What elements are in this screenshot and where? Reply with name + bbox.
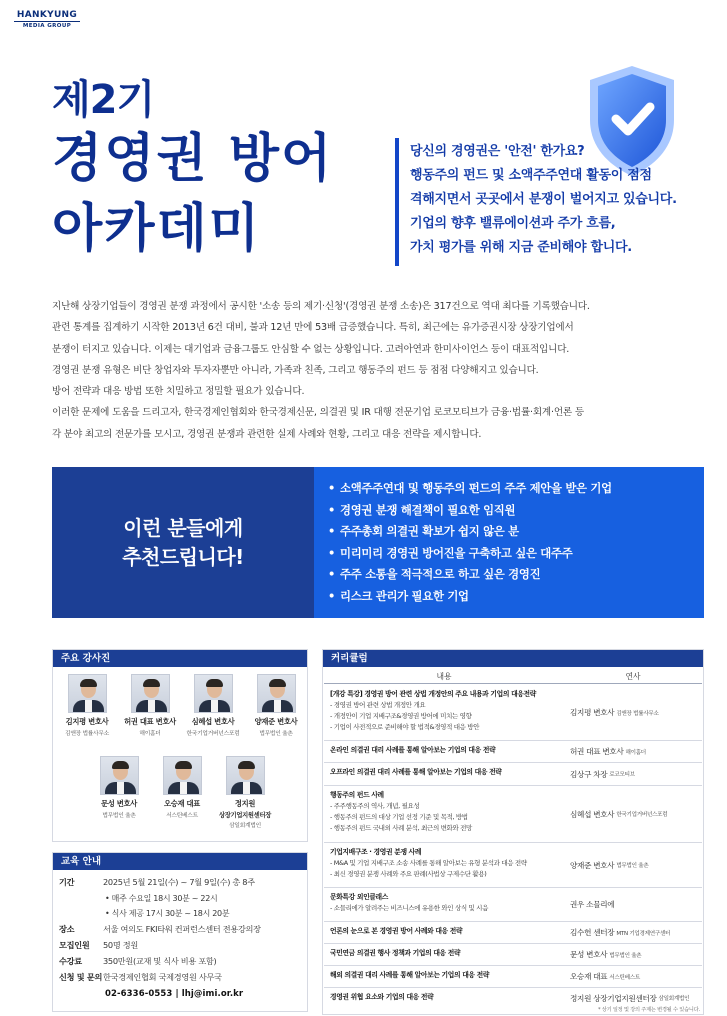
- intro-line: 경영권 분쟁 유형은 비단 창업자와 투자자뿐만 아니라, 가족과 친족, 그리고 행동주의 펀드 등 점점 다양해지고 있습니다.: [52, 364, 539, 376]
- speaker-org: 김앤장 법률사무소: [616, 710, 659, 717]
- speaker-photo: [131, 674, 170, 713]
- speaker-name: 김지평 변호사: [65, 717, 109, 726]
- info-row-capacity: [59, 940, 138, 951]
- speaker-name: 오승재 대표: [164, 799, 200, 808]
- brand-line2: MEDIA GROUP: [14, 21, 80, 29]
- speaker-affiliation: 한국기업거버넌스포럼: [186, 731, 240, 737]
- session-speaker: 양재준 변호사 법무법인 율촌: [570, 860, 649, 870]
- period-note: • 식사 제공 17시 30분 ~ 18시 20분: [105, 909, 230, 918]
- intro-line: 각 분야 최고의 전문가를 모시고, 경영권 분쟁과 관련한 실제 사례와 현황, 그리고 대응 전략을 제시합니다.: [52, 428, 482, 440]
- speaker-affiliation: 상장기업지원센터장: [218, 812, 272, 819]
- recommend-item: • 경영권 분쟁 해결책이 필요한 임직원: [328, 500, 704, 522]
- session-detail: - 경영권 방어 관련 상법 개정안 개요: [330, 701, 426, 709]
- subtitle-accent-bar: [395, 138, 399, 266]
- speaker-affiliation: 해이홈더: [139, 731, 161, 737]
- curriculum-row: [324, 763, 702, 786]
- bullet-icon: •: [328, 567, 335, 582]
- speaker-name: 문성 변호사: [101, 799, 137, 808]
- bullet-icon: •: [328, 481, 335, 495]
- recommend-item: • 소액주주연대 및 행동주의 펀드의 주주 제안을 받은 기업: [328, 478, 704, 500]
- subtitle-line: 가치 평가를 위해 지금 준비해야 합니다.: [410, 240, 632, 255]
- session-title: [개강 특강] 경영권 방어 관련 상법 개정안의 주요 내용과 기업의 대응전략: [330, 690, 536, 698]
- capacity-value: 50명 정원: [103, 940, 138, 950]
- curriculum-row: [324, 944, 702, 966]
- title-line2: 아카데미: [52, 199, 261, 259]
- session-speaker: 오승재 대표 서스틴베스트: [570, 972, 640, 981]
- contact-value: 한국경제인협회 국제경영원 사무국: [103, 972, 222, 982]
- hero-subtitle: [410, 140, 722, 260]
- period-value: 2025년 5월 21일(수) ~ 7월 9일(수) 총 8주: [103, 877, 255, 887]
- session-detail: - M&A 및 기업 지배구조 소송 사례를 통해 알아보는 유형 분석과 대응 전략: [330, 859, 527, 867]
- recommend-heading: [122, 514, 244, 572]
- speaker-photo: [226, 756, 265, 795]
- speaker-photo: [163, 756, 202, 795]
- recommend-heading-line1: 이런 분들에게: [123, 515, 243, 540]
- venue-value: 서울 여의도 FKI타워 컨퍼런스센터 전용강의장: [103, 924, 261, 934]
- speaker-card: [87, 756, 151, 819]
- info-panel: [52, 852, 308, 1012]
- speaker-org: 해이홈더: [625, 749, 646, 756]
- curriculum-row: [324, 843, 702, 888]
- session-title: 해외 의결권 대리 사례를 통해 알아보는 기업의 대응 전략: [330, 971, 490, 979]
- session-title: 기업지배구조 · 경영권 분쟁 사례: [330, 848, 422, 856]
- session-speaker: 정지원 상장기업지원센터장 삼일회계법인: [570, 993, 690, 1003]
- bullet-icon: •: [328, 588, 335, 603]
- session-detail: - 행동주의 펀드의 대상 기업 선정 기준 및 목적, 방법: [330, 813, 468, 821]
- speaker-photo: [194, 674, 233, 713]
- session-title: 경영권 위협 요소와 기업의 대응 전략: [330, 993, 434, 1001]
- curriculum-row: [324, 988, 702, 1008]
- info-row-fee: [59, 956, 216, 967]
- speakers-panel: [52, 649, 308, 842]
- speaker-name: 정지원: [234, 799, 256, 808]
- session-title: 국민연금 의결권 행사 정책과 기업의 대응 전략: [330, 949, 461, 957]
- info-row-venue: [59, 924, 261, 935]
- speaker-photo: [68, 674, 107, 713]
- brand-line1: HANKYUNG: [16, 10, 78, 20]
- speaker-org: 서스틴베스트: [609, 974, 640, 981]
- speaker-affiliation: 서스틴베스트: [166, 813, 198, 819]
- column-speaker: 연사: [625, 672, 641, 681]
- intro-line: 분쟁이 터지고 있습니다. 이제는 대기업과 금융그룹도 안심할 수 없는 상황입니다. 고려아연과 한미사이언스 등이 대표적입니다.: [52, 343, 570, 355]
- speaker-photo: [100, 756, 139, 795]
- session-speaker: 김상구 차장 로코모티브: [570, 769, 635, 779]
- period-note: • 매주 수요일 18시 30분 ~ 22시: [105, 894, 218, 903]
- speaker-card: [55, 674, 119, 737]
- speakers-heading: 주요 강사진: [53, 650, 307, 667]
- curriculum-footnote: * 상기 일정 및 강의 주제는 변경될 수 있습니다.: [597, 1007, 700, 1013]
- contact-detail[interactable]: 02-6336-0553 | lhj@imi.or.kr: [105, 989, 244, 999]
- subtitle-line: 기업의 향후 밸류에이션과 주가 흐름,: [410, 216, 616, 231]
- info-row-contact: [59, 972, 222, 983]
- session-speaker: 허권 대표 변호사 해이홈더: [570, 747, 646, 756]
- info-heading: 교육 안내: [53, 853, 307, 870]
- session-title: 오프라인 의결권 대리 사례를 통해 알아보는 기업의 대응 전략: [330, 768, 502, 776]
- fee-value: 350만원(교재 및 식사 비용 포함): [103, 956, 217, 966]
- speaker-affiliation: 김앤장 법률사무소: [65, 731, 109, 737]
- speaker-name: 양재준 변호사: [254, 717, 298, 726]
- info-row-period: [59, 877, 255, 888]
- session-speaker: 김지평 변호사 김앤장 법률사무소: [570, 708, 659, 717]
- column-content: 내용: [436, 672, 452, 681]
- curriculum-row: [324, 966, 702, 988]
- recommend-list: [314, 467, 704, 618]
- curriculum-row: [324, 741, 702, 763]
- speaker-affiliation: 법무법인 율촌: [102, 813, 136, 819]
- speaker-org: 삼일회계법인: [658, 996, 690, 1002]
- speaker-org: 로코모티브: [609, 772, 635, 778]
- session-speaker: 권우 소믈리에: [570, 900, 615, 909]
- bullet-icon: •: [328, 502, 335, 517]
- speaker-org: MTN 기업경제연구센터: [616, 930, 671, 937]
- session-speaker: 문성 변호사 법무법인 율촌: [570, 950, 642, 959]
- session-detail: - 주주행동주의 역사, 개념, 필요성: [330, 802, 420, 810]
- speaker-org: 한국기업거버넌스포럼: [616, 812, 668, 818]
- curriculum-panel: [322, 649, 704, 1015]
- subtitle-line: 행동주의 펀드 및 소액주주연대 활동이 점점: [410, 168, 652, 183]
- edition-label: 제2기: [52, 77, 155, 123]
- recommend-item: • 주주총회 의결권 확보가 쉽지 않은 분: [328, 521, 704, 543]
- recommend-item: • 미리미리 경영권 방어진을 구축하고 싶은 대주주: [328, 543, 704, 565]
- venue-label: 장소: [59, 924, 75, 934]
- period-label: 기간: [59, 877, 75, 887]
- session-detail: - 최신 경영권 분쟁 사례와 주요 판례(사법상 구제수단 활용): [330, 870, 487, 878]
- subtitle-line: 격해지면서 곳곳에서 분쟁이 벌어지고 있습니다.: [410, 192, 677, 207]
- bullet-icon: •: [328, 545, 335, 560]
- session-detail: - 소믈리에가 알려주는 비즈니스에 유용한 와인 상식 및 시음: [330, 904, 489, 912]
- session-title: 언론의 눈으로 본 경영권 방어 사례와 대응 전략: [330, 927, 463, 935]
- recommend-item: • 리스크 관리가 필요한 기업: [328, 586, 704, 608]
- recommend-heading-line2: 추천드립니다!: [122, 544, 244, 569]
- recommend-item: • 주주 소통을 적극적으로 하고 싶은 경영진: [328, 564, 704, 586]
- session-title: 행동주의 펀드 사례: [330, 791, 384, 799]
- session-speaker: 심혜섭 변호사 한국기업거버넌스포럼: [570, 809, 668, 819]
- curriculum-row: [324, 685, 702, 741]
- session-title: 문화특강 외인클래스: [330, 893, 388, 901]
- intro-line: 관련 통계를 집계하기 시작한 2013년 6건 대비, 불과 12년 만에 53배 급증했습니다. 특히, 최근에는 유가증권시장 상장기업에서: [52, 322, 574, 334]
- fee-label: 수강료: [59, 956, 82, 966]
- session-speaker: 김수헌 센터장 MTN 기업경제연구센터: [570, 928, 671, 937]
- speaker-affiliation-org: 삼일회계법인: [229, 823, 261, 829]
- speaker-name: 허권 대표 변호사: [124, 717, 176, 726]
- capacity-label: 모집인원: [59, 940, 90, 950]
- speaker-photo: [257, 674, 296, 713]
- bullet-icon: •: [328, 524, 335, 539]
- title-line1: 경영권 방어: [52, 129, 334, 189]
- session-detail: - 행동주의 펀드 국내외 사례 분석, 최근의 변화와 전망: [330, 824, 472, 832]
- subtitle-line: 당신의 경영권은 '안전' 한가요?: [410, 144, 585, 159]
- speaker-card: [150, 756, 214, 819]
- speaker-card: [118, 674, 182, 737]
- curriculum-heading: 커리큘럼: [323, 650, 703, 667]
- hero-title: [52, 78, 333, 262]
- intro-text: [52, 296, 692, 445]
- speaker-card: [213, 756, 277, 829]
- recommend-box: [52, 467, 704, 618]
- session-detail: - 개정안이 기업 지배구조&경영권 방어에 미치는 영향: [330, 712, 472, 720]
- contact-label: 신청 및 문의: [59, 972, 103, 982]
- recommend-heading-panel: [52, 467, 314, 618]
- speaker-card: [244, 674, 308, 737]
- speaker-affiliation: 법무법인 율촌: [259, 731, 293, 737]
- brand-logo: [14, 10, 80, 29]
- curriculum-header-row: [324, 668, 702, 684]
- session-title: 온라인 의결권 대리 사례를 통해 알아보는 기업의 대응 전략: [330, 746, 496, 754]
- intro-line: 방어 전략과 대응 방법 또한 치밀하고 정밀할 필요가 있습니다.: [52, 386, 305, 398]
- speaker-org: 법무법인 율촌: [616, 863, 649, 869]
- speaker-card: [181, 674, 245, 737]
- intro-line: 이러한 문제에 도움을 드리고자, 한국경제인협회와 한국경제신문, 의결권 및 IR 대행 전문기업 로코모티브가 금융·법률·회계·언론 등: [52, 407, 584, 419]
- curriculum-row: [324, 786, 702, 843]
- curriculum-row: [324, 922, 702, 944]
- speaker-name: 심혜섭 변호사: [191, 717, 235, 726]
- intro-line: 지난해 상장기업들이 경영권 분쟁 과정에서 공시한 '소송 등의 제기·신청'(경영권 분쟁 소송)은 317건으로 역대 최다를 기록했습니다.: [52, 301, 590, 312]
- curriculum-row: [324, 888, 702, 922]
- session-detail: - 기업이 사전적으로 준비해야 할 법적&경영적 대응 방안: [330, 723, 480, 731]
- speaker-org: 법무법인 율촌: [609, 952, 642, 959]
